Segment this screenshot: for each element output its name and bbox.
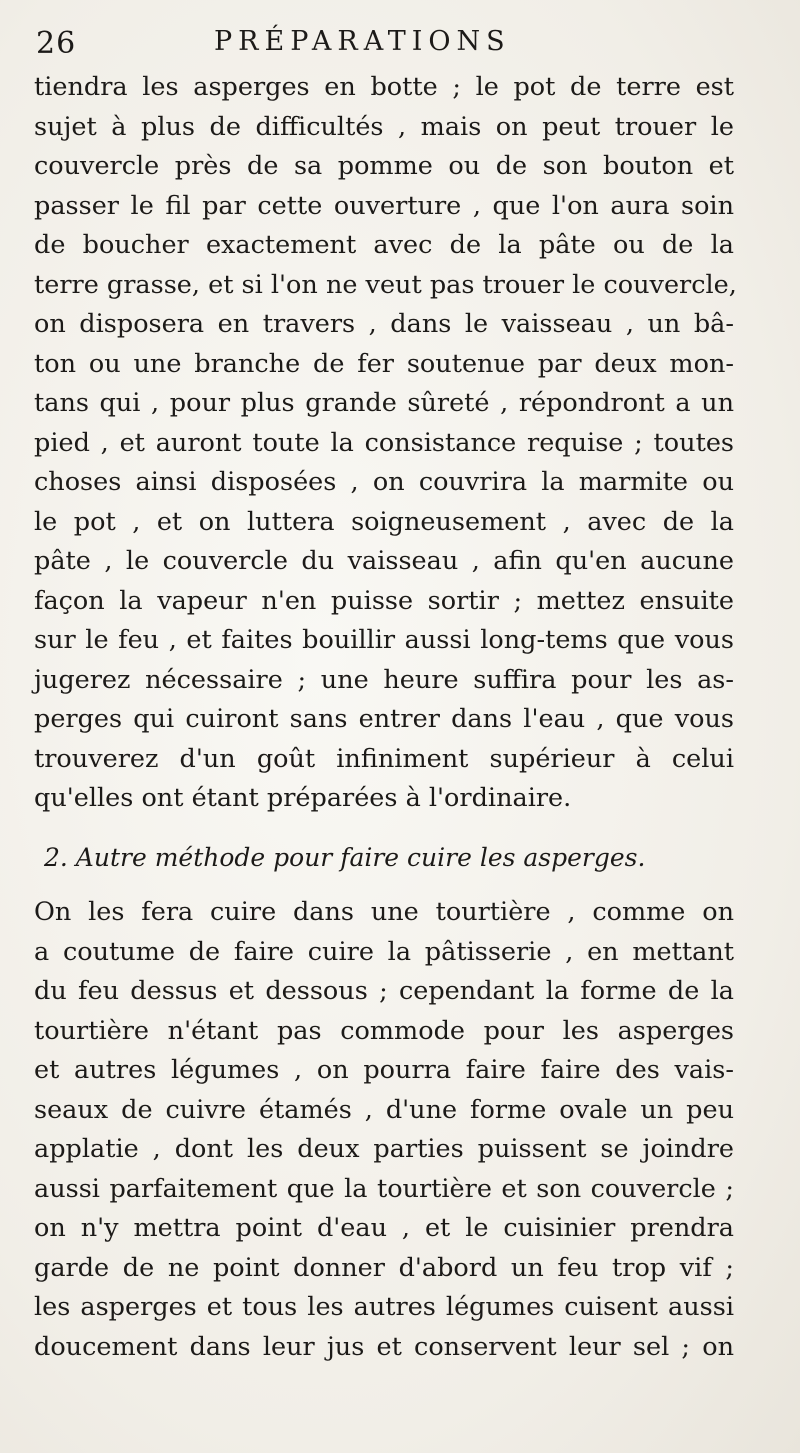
text-line: perges qui cuiront sans entrer dans l'eau , que vous <box>34 704 734 734</box>
text-line: du feu dessus et dessous ; cependant la forme de la <box>34 976 734 1006</box>
text-line: passer le fil par cette ouverture , que l'on aura soin <box>34 190 734 221</box>
text-line: les asperges et tous les autres légumes cuisent aussi <box>34 1292 734 1322</box>
text-line: applatie , dont les deux parties puissent se joindre <box>34 1134 734 1164</box>
text-line: le pot , et on luttera soigneusement , avec de la <box>34 506 734 537</box>
text-line: on n'y mettra point d'eau , et le cuisinier prendra <box>34 1213 734 1243</box>
page-number: 26 <box>36 26 77 61</box>
text-line: a coutume de faire cuire la pâtisserie , en mettant <box>34 936 734 967</box>
text-line: on disposera en travers , dans le vaisseau , un bâ- <box>34 309 734 339</box>
text-line: tourtière n'étant pas commode pour les asperges <box>34 1015 734 1046</box>
text-line: qu'elles ont étant préparées à l'ordinaire. <box>34 783 572 813</box>
text-line: terre grasse, et si l'on ne veut pas trouer le couvercle, <box>34 269 737 300</box>
text-line: ton ou une branche de fer soutenue par deux mon- <box>34 348 734 379</box>
text-line: sur le feu , et faites bouillir aussi long-tems que vous <box>34 625 734 655</box>
text-line: façon la vapeur n'en puisse sortir ; mettez ensuite <box>34 585 734 616</box>
text-line: tiendra les asperges en botte ; le pot de terre est <box>34 72 734 102</box>
text-block-2 <box>34 893 734 1367</box>
text-line: On les fera cuire dans une tourtière , comme on <box>34 897 734 927</box>
text-line: doucement dans leur jus et conservent leur sel ; on <box>34 1331 734 1362</box>
text-block-1 <box>34 68 737 819</box>
text-line: aussi parfaitement que la tourtière et son couvercle ; <box>34 1173 734 1204</box>
text-line: couvercle près de sa pomme ou de son bouton et <box>34 151 734 181</box>
text-line: garde de ne point donner d'abord un feu trop vif ; <box>34 1252 734 1283</box>
text-line: tans qui , pour plus grande sûreté , répondront a un <box>34 388 734 418</box>
text-line: sujet à plus de difficultés , mais on peut trouer le <box>34 111 734 142</box>
page-header <box>36 26 756 66</box>
text-line: de boucher exactement avec de la pâte ou de la <box>34 230 734 260</box>
section-subheading: 2. Autre méthode pour faire cuire les asperges. <box>44 843 646 872</box>
text-line: seaux de cuivre étamés , d'une forme ovale un peu <box>34 1094 734 1125</box>
text-line: choses ainsi disposées , on couvrira la marmite ou <box>34 467 734 497</box>
text-line: pâte , le couvercle du vaisseau , afin qu'en aucune <box>34 546 734 576</box>
text-line: trouverez d'un goût infiniment supérieur à celui <box>34 743 734 774</box>
running-head: PRÉPARATIONS <box>214 26 511 57</box>
text-line: et autres légumes , on pourra faire faire des vais- <box>34 1055 734 1085</box>
text-line: pied , et auront toute la consistance requise ; toutes <box>34 427 734 458</box>
text-line: jugerez nécessaire ; une heure suffira pour les as- <box>34 664 734 695</box>
